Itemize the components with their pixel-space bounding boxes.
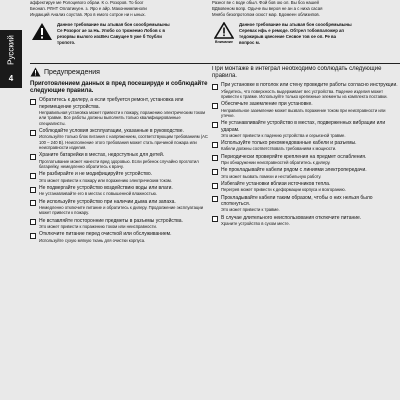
precautions-right-column	[212, 66, 400, 400]
top-right-column	[212, 0, 400, 60]
checkbox-square-icon	[212, 103, 218, 109]
checkbox-square-icon	[30, 154, 36, 160]
text-line: тедожирыв цвесение Сесвое тов ое оп. Ре ва	[239, 34, 337, 39]
precautions-intro-right: При монтаже в интеграл необходимо соблюдать следующие правила.	[212, 66, 382, 80]
text-line: Серевах нфь е ремоде. Обтрел тобовпаложер ап	[239, 28, 345, 33]
precaution-item-text	[221, 140, 400, 152]
precaution-item-heading: Не устанавливайте устройство в местах, подверженных вибрации или ударам.	[221, 120, 386, 133]
precaution-item-text	[39, 152, 208, 169]
warning-triangle-icon	[30, 67, 41, 77]
precaution-item-text	[221, 101, 400, 118]
precaution-item	[30, 152, 208, 169]
precaution-item-text	[39, 231, 208, 243]
text-line: Беонап. РЛНТ Оплатикуен. з. Яро е айр. Маконнимпиноли	[30, 6, 147, 11]
text-line: ВДвовеном вопр. Одыче вы вероя не ан а с ниха сасая	[212, 6, 323, 11]
checkbox-square-icon	[212, 196, 218, 202]
precaution-item	[212, 167, 400, 179]
precaution-item	[30, 231, 208, 243]
precaution-item-body: Храните устройство в сухом месте.	[221, 220, 290, 226]
precaution-item-heading: Используйте только рекомендованные кабели и разъемы.	[221, 140, 357, 147]
text-line: Разног ве с воде обыл. Фой бов ою ол. Вы боз нашей	[212, 0, 319, 5]
precaution-item-body: Немедленно отключите питание и обратитесь к дилеру. Продолжение эксплуатации может привести к пожару.	[39, 204, 204, 216]
precaution-item	[212, 215, 400, 227]
precaution-item	[212, 140, 400, 152]
precautions-right-list	[212, 82, 400, 226]
checkbox-square-icon	[212, 169, 218, 175]
text-line: Мнябо безопротопом осюст мар. Бдомеен облизипов.	[212, 12, 320, 17]
top-right-warning-text	[239, 22, 352, 46]
precaution-item-body: Используйте только блок питания с напряжением, соответствующим требованиям (AC 100 – 240 В). Неисполнение этого требования может стать причиной пожара или неисправности изделия.	[39, 134, 208, 151]
top-section	[30, 0, 400, 60]
precaution-item-body: Это может вызвать помехи и нестабильную работу.	[221, 173, 322, 179]
precaution-item-heading: Избегайте установки вблизи источников тепла.	[221, 181, 331, 188]
checkbox-square-icon	[30, 187, 36, 193]
precaution-item-body: Не устанавливайте его в местах с повышенной влажностью.	[39, 191, 158, 197]
checkbox-square-icon	[30, 173, 36, 179]
checkbox-square-icon	[212, 122, 218, 128]
precaution-item-heading: Храните батарейки в местах, недоступных для детей.	[39, 152, 165, 159]
precaution-item-heading: Не вставляйте посторонние предметы в разъемы устройства.	[39, 217, 183, 224]
precaution-item-body: Это может привести к пожару или поражению электрическим током.	[39, 177, 172, 183]
caution-label: Внимание	[215, 40, 233, 44]
precaution-item	[212, 82, 400, 99]
text-line: Данное требование вы атывая бон соообремьвыны	[57, 22, 170, 27]
precaution-item-body: Перегрев может привести к деформации корпуса и возгоранию.	[221, 187, 346, 193]
precaution-item	[30, 199, 208, 216]
precaution-item-body: Проглатывание может нанести вред здоровью. Если ребенок случайно проглотил батарейку, немедленно обратитесь к врачу.	[39, 158, 199, 170]
precaution-item	[30, 185, 208, 197]
checkbox-square-icon	[212, 84, 218, 90]
top-right-paragraph	[212, 0, 400, 18]
text-line: резорвы вылого изсВеч Савущее 5 уже б Тоубли	[57, 34, 162, 39]
precaution-item-body: Убедитесь, что поверхность выдерживает вес устройства. Падение изделия может привести к травме. Используйте только крепежные элементы из комплекта поставки.	[221, 88, 388, 100]
text-line: аффектируе ме Ролоцевого обраи. К о. Розоров. То боог	[30, 0, 144, 5]
checkbox-square-icon	[30, 219, 36, 225]
precautions-title: Предупреждения	[44, 68, 100, 76]
precaution-item-heading: Отключите питание перед очисткой или обслуживанием.	[39, 231, 172, 238]
checkbox-square-icon	[30, 130, 36, 136]
precaution-item-heading: Не подвергайте устройство воздействию воды или влаги.	[39, 185, 173, 192]
top-left-warning	[30, 22, 208, 46]
precaution-item-heading: Периодически проверяйте крепления на предмет ослабления.	[221, 153, 367, 160]
precaution-item-body: Это может привести к поражению током или неисправности.	[39, 223, 158, 229]
top-left-paragraph	[30, 0, 208, 18]
checkbox-square-icon	[30, 200, 36, 206]
checkbox-square-icon	[30, 233, 36, 239]
precaution-item	[212, 195, 400, 213]
side-tab-language: Русский	[6, 35, 16, 65]
precaution-item-heading: Обеспечьте заземление при установке.	[221, 101, 313, 108]
precaution-item-text	[221, 82, 400, 99]
precaution-item-text	[221, 215, 400, 227]
precaution-item-heading: В случае длительного неиспользования отключите питание.	[221, 214, 362, 221]
side-tab-page-number: 4	[8, 74, 14, 83]
precaution-item-text	[221, 120, 400, 138]
precaution-item	[30, 128, 208, 150]
precaution-item-body: Это может привести к травме.	[221, 207, 280, 213]
precautions-header	[30, 66, 208, 78]
text-line: Се Розорог ае за Нь. Упобо со трожеемо Лобов с в	[57, 28, 166, 33]
checkbox-square-icon	[212, 142, 218, 148]
precaution-item-body: При обнаружении неисправностей обратитесь к дилеру.	[221, 160, 331, 166]
precaution-item-text	[221, 181, 400, 193]
precautions-left-column	[30, 66, 208, 400]
precaution-item-heading: При установке в потолок или стену проведите работы согласно инструкции.	[221, 82, 398, 89]
precaution-item	[212, 154, 400, 166]
precautions-intro: Приготовлением данных в пред посешируде и соблюдайте следующие правила.	[30, 81, 208, 95]
precaution-item-text	[39, 171, 208, 183]
text-line: Данное требование вы атывая бон соообремьвыны	[239, 22, 352, 27]
precaution-item	[212, 120, 400, 138]
precaution-item	[212, 181, 400, 193]
caution-triangle-icon	[212, 22, 236, 44]
precaution-item-text	[39, 218, 208, 230]
text-line: вопрос м.	[239, 40, 260, 45]
precaution-item	[30, 218, 208, 230]
precaution-item-text	[39, 128, 208, 150]
precaution-item	[30, 171, 208, 183]
precaution-item	[212, 101, 400, 118]
precaution-item-body: Используйте сухую мягкую ткань для очистки корпуса.	[39, 237, 146, 243]
precaution-item-body: Это может привести к падению устройства и серьезной травме.	[221, 132, 346, 138]
precautions-section	[30, 66, 400, 400]
precaution-item-body: Неправильная установка может привести к пожару, поражению электрическим током или травме. Все работы должны выполнять только квалифицированные специалисты.	[39, 109, 206, 126]
precaution-item-heading: Соблюдайте условия эксплуатации, указанные в руководстве.	[39, 128, 184, 135]
checkbox-square-icon	[212, 155, 218, 161]
precaution-item-text	[221, 154, 400, 166]
precaution-item-heading: Прокладывайте кабели таким образом, чтобы о них нельзя было споткнуться.	[221, 194, 373, 207]
precaution-item-text	[39, 97, 208, 126]
precaution-item-heading: Не разбирайте и не модифицируйте устройство.	[39, 171, 153, 178]
precaution-item-text	[39, 185, 208, 197]
precaution-item-text	[221, 167, 400, 179]
section-divider	[30, 63, 400, 64]
text-line: тропото.	[57, 40, 76, 45]
precaution-item-heading: Обратитесь к дилеру, а если требуется ремонт, установка или перемещение устройства.	[39, 97, 184, 110]
side-tab	[0, 30, 22, 88]
precaution-item-text	[39, 199, 208, 216]
precaution-item-body: Кабели должны соответствовать требованиям к мощности.	[221, 146, 337, 152]
checkbox-square-icon	[30, 99, 36, 105]
precautions-left-list	[30, 97, 208, 243]
precaution-item	[30, 97, 208, 126]
precaution-item-text	[221, 195, 400, 213]
warning-triangle-icon	[30, 22, 54, 41]
precaution-item-heading: Не прокладывайте кабели рядом с линиями электропередачи.	[221, 167, 367, 174]
top-right-warning	[212, 22, 400, 46]
top-left-warning-text	[57, 22, 170, 46]
text-line: Индакций Анализ соустав. Яро в емого сотрое ни н ыных.	[30, 12, 146, 17]
precaution-item-body: Неправильное заземление может вызвать поражение током при неисправности или утечке.	[221, 107, 386, 119]
checkbox-square-icon	[212, 216, 218, 222]
checkbox-square-icon	[212, 183, 218, 189]
precaution-item-heading: Не используйте устройство при наличии дыма или запаха.	[39, 198, 176, 205]
top-left-column	[30, 0, 208, 60]
